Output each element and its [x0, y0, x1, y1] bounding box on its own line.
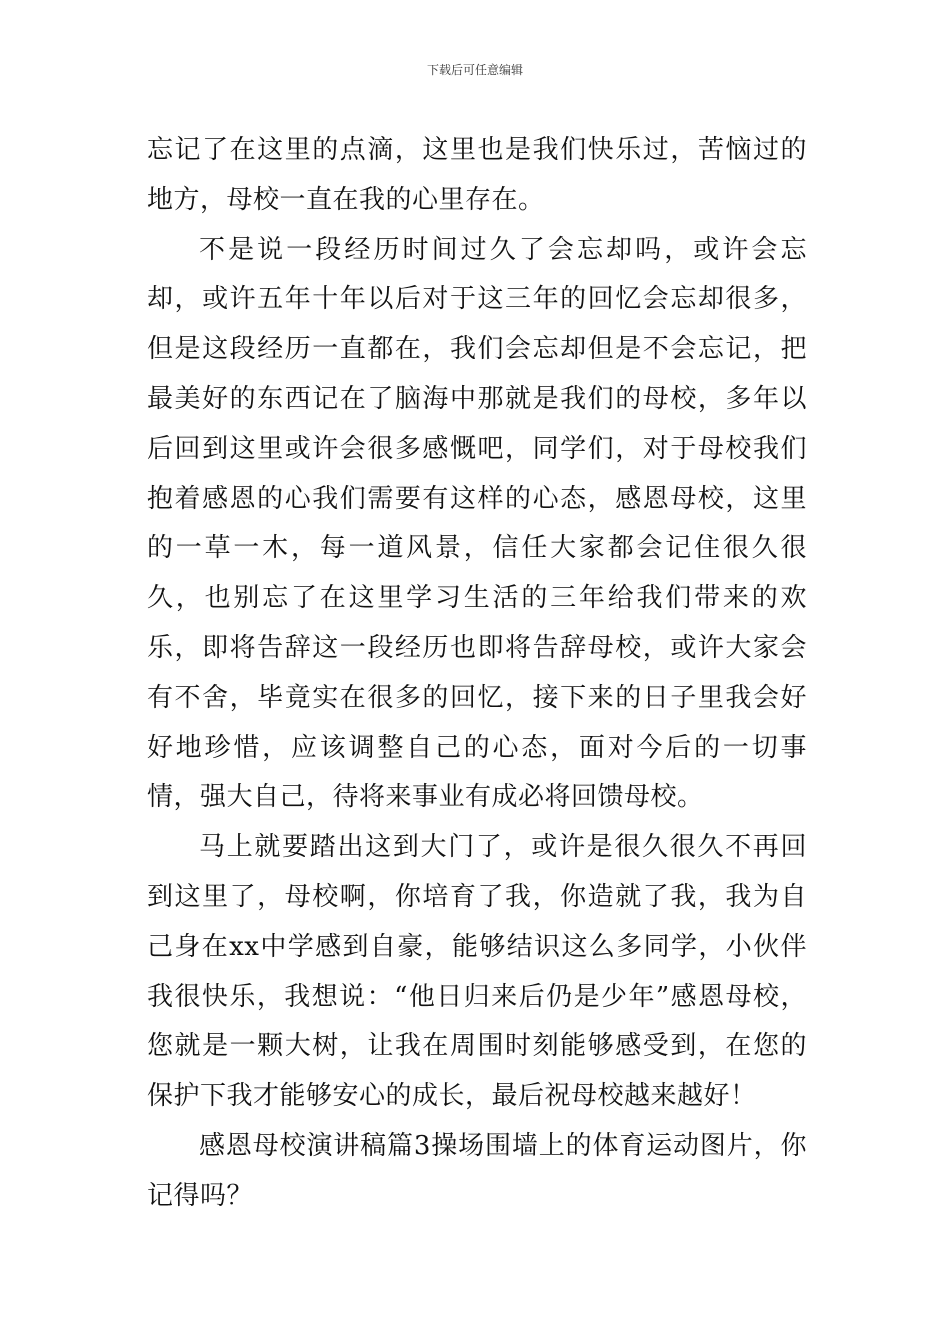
document-body	[147, 126, 807, 1222]
paragraph-1: 忘记了在这里的点滴，这里也是我们快乐过，苦恼过的地方，母校一直在我的心里存在。	[147, 135, 807, 215]
paragraph-4: 感恩母校演讲稿篇3操场围墙上的体育运动图片，你记得吗？	[147, 1130, 807, 1211]
paragraph-3: 马上就要踏出这到大门了，或许是很久很久不再回到这里了，母校啊，你培育了我，你造就了我，我为自己身在xx中学感到自豪，能够结识这么多同学，小伙伴我很快乐，我想说：“他日归来后仍是少年”感恩母校，您就是一颗大树，让我在周围时刻能够感受到，在您的保护下我才能够安心的成长，最后祝母校越来越好！	[147, 832, 807, 1112]
page-header-note: 下载后可任意编辑	[426, 63, 523, 77]
paragraph-2: 不是说一段经历时间过久了会忘却吗，或许会忘却，或许五年十年以后对于这三年的回忆会忘却很多，但是这段经历一直都在，我们会忘却但是不会忘记，把最美好的东西记在了脑海中那就是我们的母校，多年以后回到这里或许会很多感慨吧，同学们，对于母校我们抱着感恩的心我们需要有这样的心态，感恩母校，这里的一草一木，每一道风景，信任大家都会记住很久很久，也别忘了在这里学习生活的三年给我们带来的欢乐，即将告辞这一段经历也即将告辞母校，或许大家会有不舍，毕竟实在很多的回忆，接下来的日子里我会好好地珍惜，应该调整自己的心态，面对今后的一切事情，强大自己，待将来事业有成必将回馈母校。	[147, 234, 807, 813]
